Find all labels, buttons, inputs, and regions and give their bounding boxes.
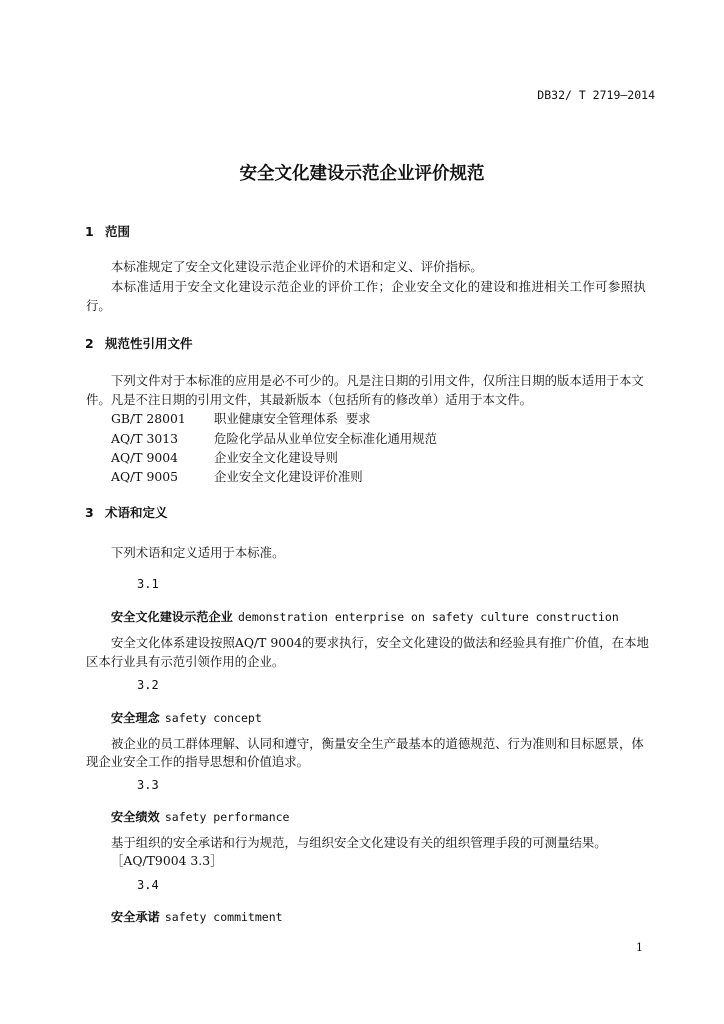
- section-title: 范围: [105, 224, 131, 239]
- section-1-heading: [85, 222, 130, 240]
- term-chinese: 安全理念: [111, 711, 160, 725]
- term-english: demonstration enterprise on safety culture construction: [237, 610, 619, 624]
- page-number: 1: [636, 941, 643, 954]
- reference-title: 企业安全文化建设评价准则: [214, 469, 363, 484]
- reference-code: GB/T 28001: [111, 411, 186, 426]
- paragraph-line: 现企业安全工作的指导思想和价值追求。: [86, 754, 310, 769]
- term-heading: [111, 806, 289, 825]
- paragraph-line: 安全文化体系建设按照AQ/T 9004的要求执行，安全文化建设的做法和经验具有推广价值，在本地: [111, 635, 649, 650]
- paragraph-line: 区本行业具有示范引领作用的企业。: [86, 654, 285, 669]
- term-chinese: 安全文化建设示范企业: [111, 610, 233, 624]
- reference-code: AQ/T 9004: [111, 450, 179, 465]
- reference-code: AQ/T 3013: [111, 431, 179, 446]
- term-chinese: 安全绩效: [111, 810, 160, 824]
- reference-entry: [111, 409, 371, 427]
- section-number: 3: [85, 505, 94, 520]
- paragraph-line: 本标准适用于安全文化建设示范企业的评价工作；企业安全文化的建设和推进相关工作可参照执: [111, 279, 647, 294]
- term-number: 3.2: [137, 678, 159, 692]
- paragraph-line: 下列文件对于本标准的应用是必不可少的。凡是注日期的引用文件，仅所注日期的版本适用于本文: [111, 373, 644, 388]
- document-title: 安全文化建设示范企业评价规范: [239, 164, 485, 184]
- term-heading: [111, 906, 283, 925]
- term-english: safety commitment: [164, 910, 283, 924]
- section-title: 规范性引用文件: [105, 336, 193, 351]
- paragraph-line: 下列术语和定义适用于本标准。: [111, 545, 285, 560]
- term-heading: [111, 606, 619, 625]
- term-english: safety performance: [164, 810, 290, 824]
- citation: ［AQ/T9004 3.3］: [111, 853, 223, 868]
- paragraph-line: 行。: [86, 298, 111, 313]
- reference-title: 企业安全文化建设导则: [214, 450, 338, 465]
- reference-entry: [111, 429, 437, 447]
- reference-entry: [111, 448, 338, 466]
- reference-title: 危险化学品从业单位安全标准化通用规范: [214, 431, 438, 446]
- section-2-heading: [85, 334, 193, 352]
- paragraph-line: 件。凡是不注日期的引用文件，其最新版本（包括所有的修改单）适用于本文件。: [86, 392, 533, 407]
- term-number: 3.4: [137, 878, 159, 892]
- term-number: 3.1: [137, 577, 159, 591]
- section-title: 术语和定义: [105, 505, 168, 520]
- document-code: DB32/ T 2719—2014: [537, 88, 655, 102]
- paragraph-line: 本标准规定了安全文化建设示范企业评价的术语和定义、评价指标。: [111, 259, 483, 274]
- reference-entry: [111, 467, 363, 485]
- section-number: 2: [85, 336, 94, 351]
- paragraph-line: 基于组织的安全承诺和行为规范，与组织安全文化建设有关的组织管理手段的可测量结果。: [111, 835, 607, 850]
- term-chinese: 安全承诺: [111, 910, 160, 924]
- reference-code: AQ/T 9005: [111, 469, 179, 484]
- section-3-heading: [85, 503, 168, 521]
- reference-title: 职业健康安全管理体系 要求: [214, 411, 371, 426]
- section-number: 1: [85, 224, 94, 239]
- paragraph-line: 被企业的员工群体理解、认同和遵守，衡量安全生产最基本的道德规范、行为准则和目标愿景，体: [111, 736, 644, 751]
- term-heading: [111, 707, 262, 726]
- term-number: 3.3: [137, 778, 159, 792]
- term-english: safety concept: [164, 711, 262, 725]
